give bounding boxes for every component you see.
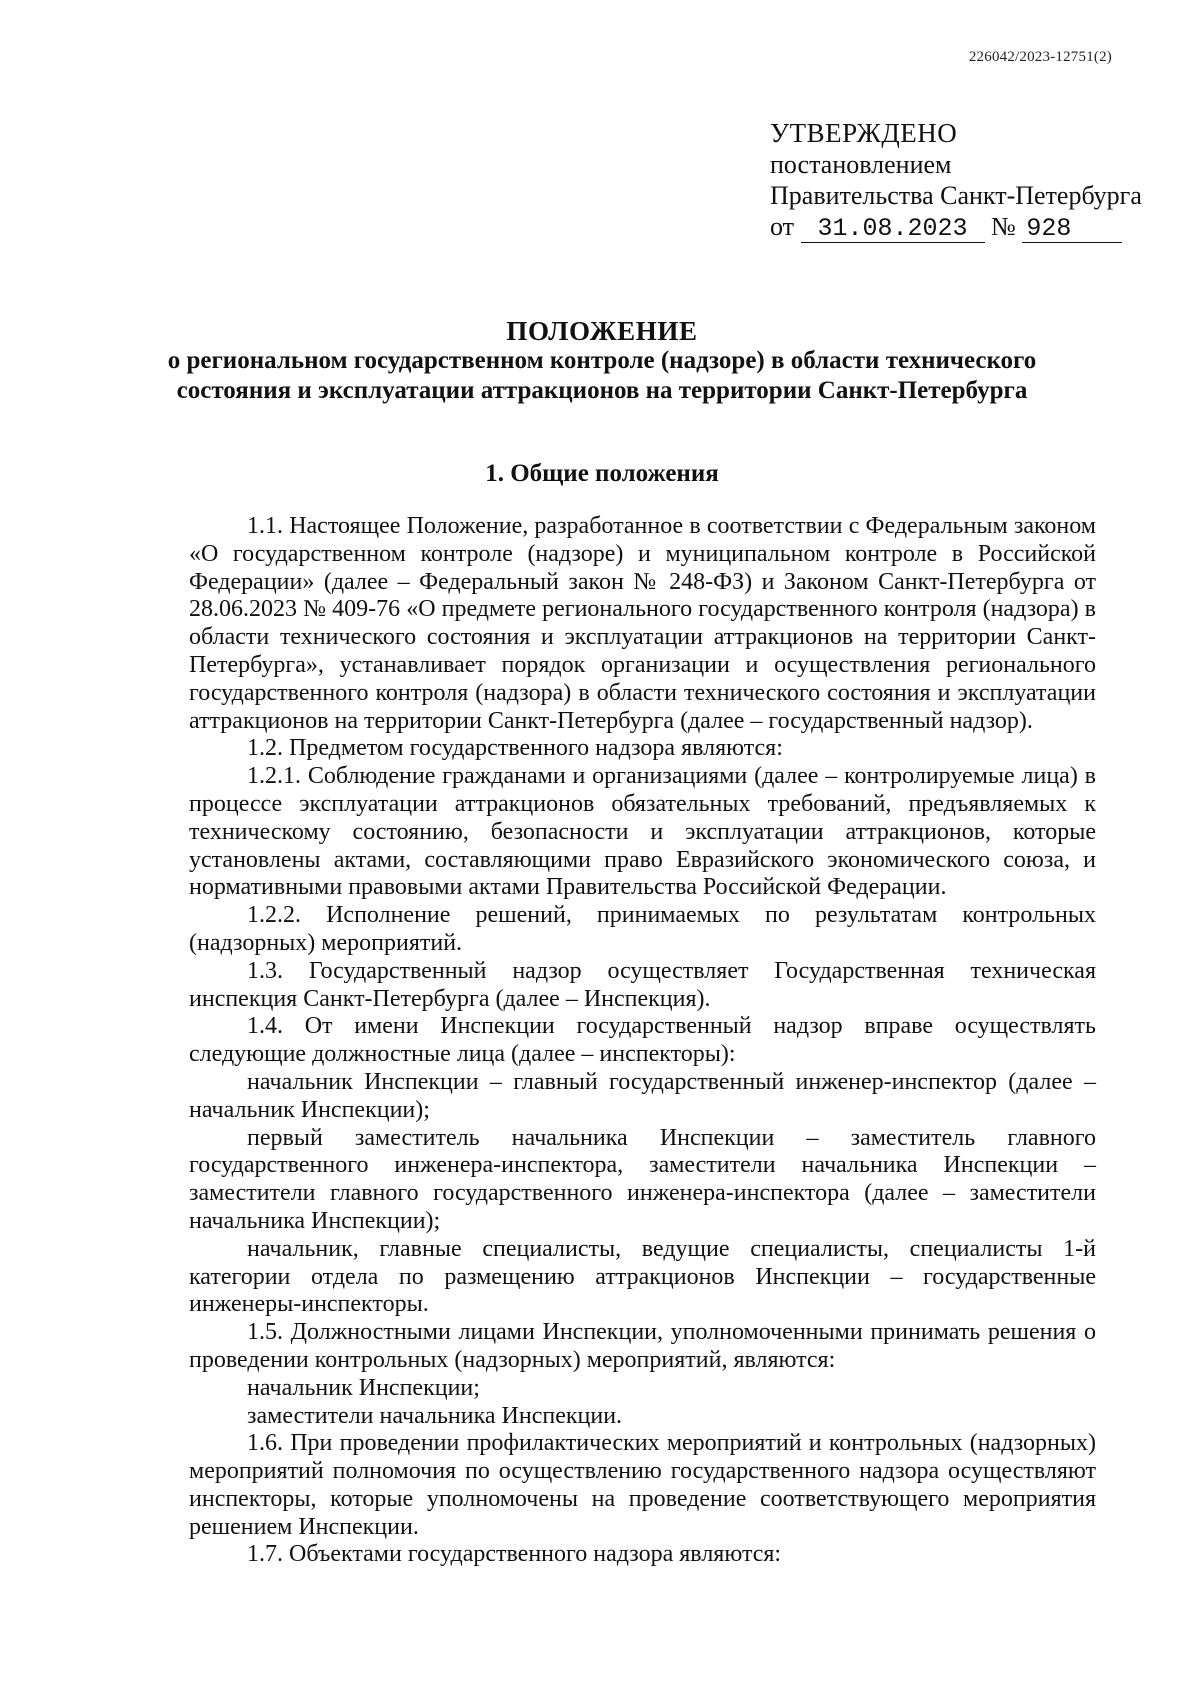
paragraph-1-7: 1.7. Объектами государственного надзора являются: — [247, 1541, 782, 1568]
date-prefix: от — [770, 212, 795, 241]
document-title — [140, 316, 1064, 406]
document-body — [189, 513, 1096, 1569]
paragraph-1-5-a: начальник Инспекции; — [247, 1374, 480, 1401]
paragraph-1-3: 1.3. Государственный надзор осуществляет Государственная техническая инспекция Санкт-Петербурга (далее – Инспекция). — [189, 957, 1096, 1012]
approval-stamp — [770, 118, 1142, 243]
paragraph-1-2-2: 1.2.2. Исполнение решений, принимаемых по результатам контрольных (надзорных) мероприятий. — [189, 902, 1096, 956]
title-line-2: состояния и эксплуатации аттракционов на территории Санкт-Петербурга — [176, 377, 1028, 404]
paragraph-1-1: 1.1. Настоящее Положение, разработанное в соответствии с Федеральным законом «О государственном контроле (надзоре) и муниципальном контроле в Российской Федерации» (далее – Федеральный закон № 248-ФЗ) и Законом Санкт-Петербурга от 28.06.2023 № 409-76 «О предмете регионального государственного контроля (надзора) в области технического состояния и эксплуатации аттракционов на территории Санкт-Петербурга», устанавливает порядок организации и осуществления регионального государственного контроля (надзора) в области технического состояния и эксплуатации аттракционов на территории Санкт-Петербурга (далее – государственный надзор). — [189, 513, 1096, 734]
paragraph-1-4-c: начальник, главные специалисты, ведущие специалисты, специалисты 1-й категории отдела по размещению аттракционов Инспекции – государственные инженеры-инспекторы. — [189, 1235, 1096, 1318]
approval-number: 928 — [1022, 216, 1122, 243]
paragraph-1-6: 1.6. При проведении профилактических мероприятий и контрольных (надзорных) мероприятий полномочия по осуществлению государственного надзора осуществляют инспекторы, которые уполномочены на проведение соответствующего мероприятия решением Инспекции. — [189, 1430, 1096, 1540]
paragraph-1-2: 1.2. Предметом государственного надзора являются: — [247, 735, 783, 762]
paragraph-1-4-b: первый заместитель начальника Инспекции – заместитель главного государственного инженера-инспектора, заместители начальника Инспекции – заместители главного государственного инженера-инспектора (далее – заместители начальника Инспекции); — [189, 1124, 1096, 1234]
paragraph-1-2-1: 1.2.1. Соблюдение гражданами и организациями (далее – контролируемые лица) в процессе эксплуатации аттракционов обязательных требований, предъявляемых к техническому состоянию, безопасности и эксплуатации аттракционов, которые установлены актами, составляющими право Евразийского экономического союза, и нормативными правовыми актами Правительства Российской Федерации. — [189, 763, 1096, 901]
paragraph-1-5-b: заместители начальника Инспекции. — [247, 1402, 623, 1429]
approved-title: УТВЕРЖДЕНО — [770, 118, 958, 148]
paragraph-1-4-a: начальник Инспекции – главный государственный инженер-инспектор (далее – начальник Инспекции); — [189, 1068, 1096, 1123]
paragraph-1-4: 1.4. От имени Инспекции государственный надзор вправе осуществлять следующие должностные лица (далее – инспекторы): — [189, 1013, 1096, 1068]
section-heading: 1. Общие положения — [485, 460, 719, 487]
approval-date: 31.08.2023 — [801, 216, 985, 243]
approval-line-1: постановлением — [770, 150, 952, 179]
approval-date-line — [770, 211, 1142, 243]
approval-line-2: Правительства Санкт-Петербурга — [770, 181, 1142, 210]
paragraph-1-5: 1.5. Должностными лицами Инспекции, уполномоченными принимать решения о проведении контрольных (надзорных) мероприятий, являются: — [189, 1319, 1096, 1373]
number-prefix: № — [991, 212, 1016, 241]
document-number: 226042/2023-12751(2) — [968, 49, 1112, 65]
title-line-1: о региональном государственном контроле (надзоре) в области технического — [167, 347, 1037, 374]
title-main: ПОЛОЖЕНИЕ — [506, 316, 698, 346]
